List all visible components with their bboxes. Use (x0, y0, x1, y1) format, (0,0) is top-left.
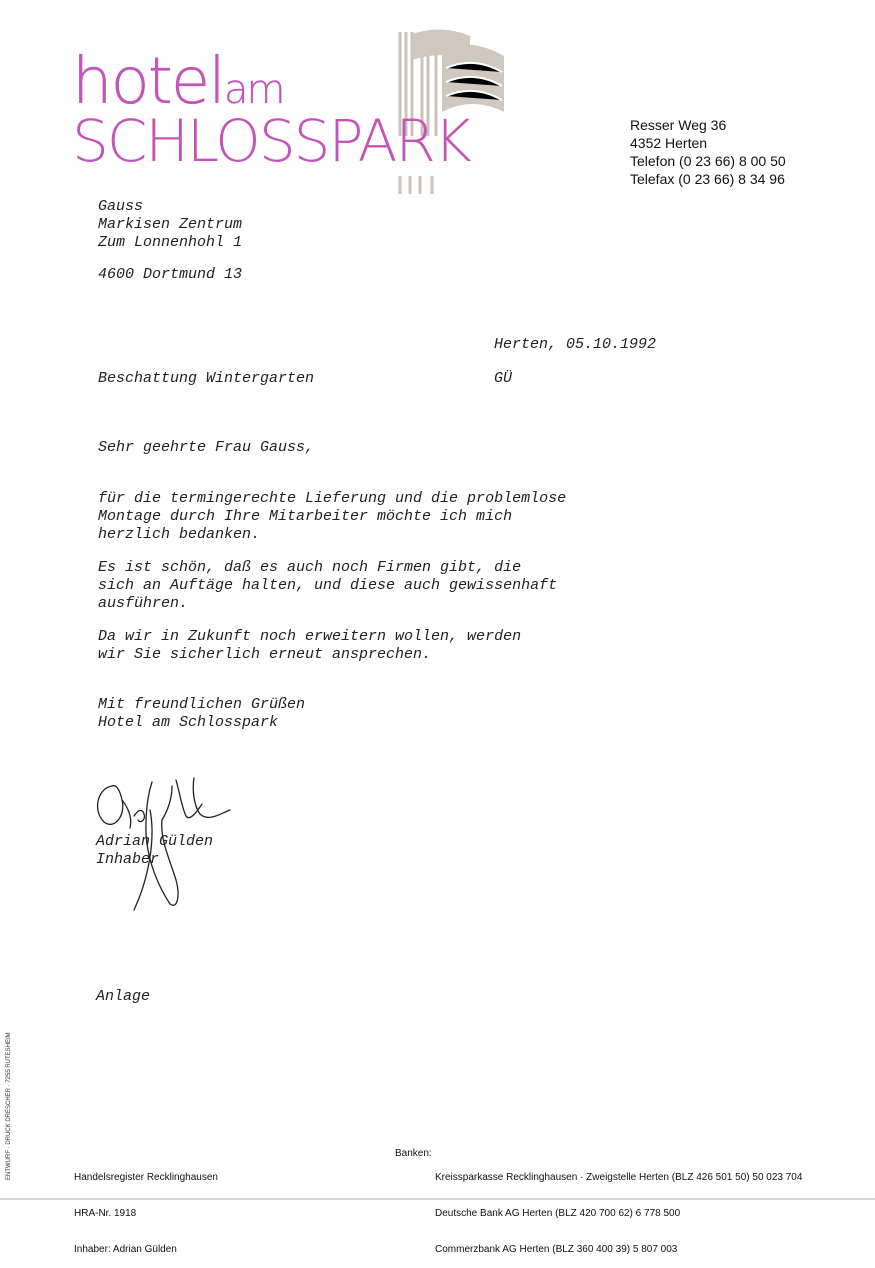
footer-line: Inhaber: Adrian Gülden (74, 1244, 177, 1255)
address-line: Resser Weg 36 (630, 117, 727, 133)
signer-block (96, 833, 213, 869)
body-line: herzlich bedanken. (98, 526, 261, 543)
footer-banks-label: Banken: (395, 1148, 432, 1159)
body-paragraph (98, 628, 521, 664)
closing-line: Mit freundlichen Grüßen (98, 696, 306, 713)
recipient-line: Markisen Zentrum (98, 216, 243, 233)
footer-line: HRA-Nr. 1918 (74, 1208, 137, 1219)
address-line: 4352 Herten (630, 135, 708, 151)
footer-line: Commerzbank AG Herten (BLZ 360 400 39) 5 807 003 (435, 1244, 678, 1255)
logo-am: am (223, 67, 284, 113)
salutation: Sehr geehrte Frau Gauss, (98, 439, 315, 456)
phone-line: Telefon (0 23 66) 8 00 50 (630, 153, 786, 169)
hotel-address (630, 116, 786, 188)
footer-line: Handelsregister Recklinghausen (74, 1172, 218, 1183)
footer-line: Kreissparkasse Recklinghausen · Zweigstelle Herten (BLZ 426 501 50) 50 023 704 (435, 1172, 803, 1183)
enclosure-note: Anlage (96, 988, 151, 1005)
body-line: Es ist schön, daß es auch noch Firmen gibt, die (98, 559, 522, 576)
body-paragraph (98, 490, 566, 544)
body-line: sich an Auftäge halten, und diese auch gewissenhaft (98, 577, 558, 594)
logo-line1: hotel (72, 45, 224, 119)
recipient-address (98, 198, 242, 252)
body-paragraph (98, 559, 557, 613)
footer-line: Deutsche Bank AG Herten (BLZ 420 700 62) 6 778 500 (435, 1208, 681, 1219)
recipient-line: Zum Lonnenhohl 1 (98, 234, 243, 251)
recipient-city: 4600 Dortmund 13 (98, 266, 243, 283)
footer-register (74, 1148, 218, 1268)
closing-line: Hotel am Schlosspark (98, 714, 279, 731)
closing (98, 696, 305, 732)
printer-note: ENTWURF · DRUCK DRESCHER · 7255 RUTESHEIM (6, 1032, 12, 1180)
signer-name: Adrian Gülden (96, 833, 214, 850)
body-line: Da wir in Zukunft noch erweitern wollen, werden (98, 628, 522, 645)
body-line: ausführen. (98, 595, 189, 612)
subject-line: Beschattung Wintergarten (98, 370, 315, 387)
signer-title: Inhaber (96, 851, 160, 868)
footer-banks (435, 1148, 802, 1268)
page-bottom-edge (0, 1198, 875, 1200)
body-line: wir Sie sicherlich erneut ansprechen. (98, 646, 432, 663)
body-line: Montage durch Ihre Mitarbeiter möchte ich mich (98, 508, 513, 525)
recipient-line: Gauss (98, 198, 144, 215)
logo-schlosspark: SCHLOSSPARK (72, 107, 470, 175)
body-line: für die termingerechte Lieferung und die problemlose (98, 490, 567, 507)
fax-line: Telefax (0 23 66) 8 34 96 (630, 171, 785, 187)
letter-date: Herten, 05.10.1992 (494, 336, 657, 353)
reference-initials: GÜ (494, 370, 513, 387)
